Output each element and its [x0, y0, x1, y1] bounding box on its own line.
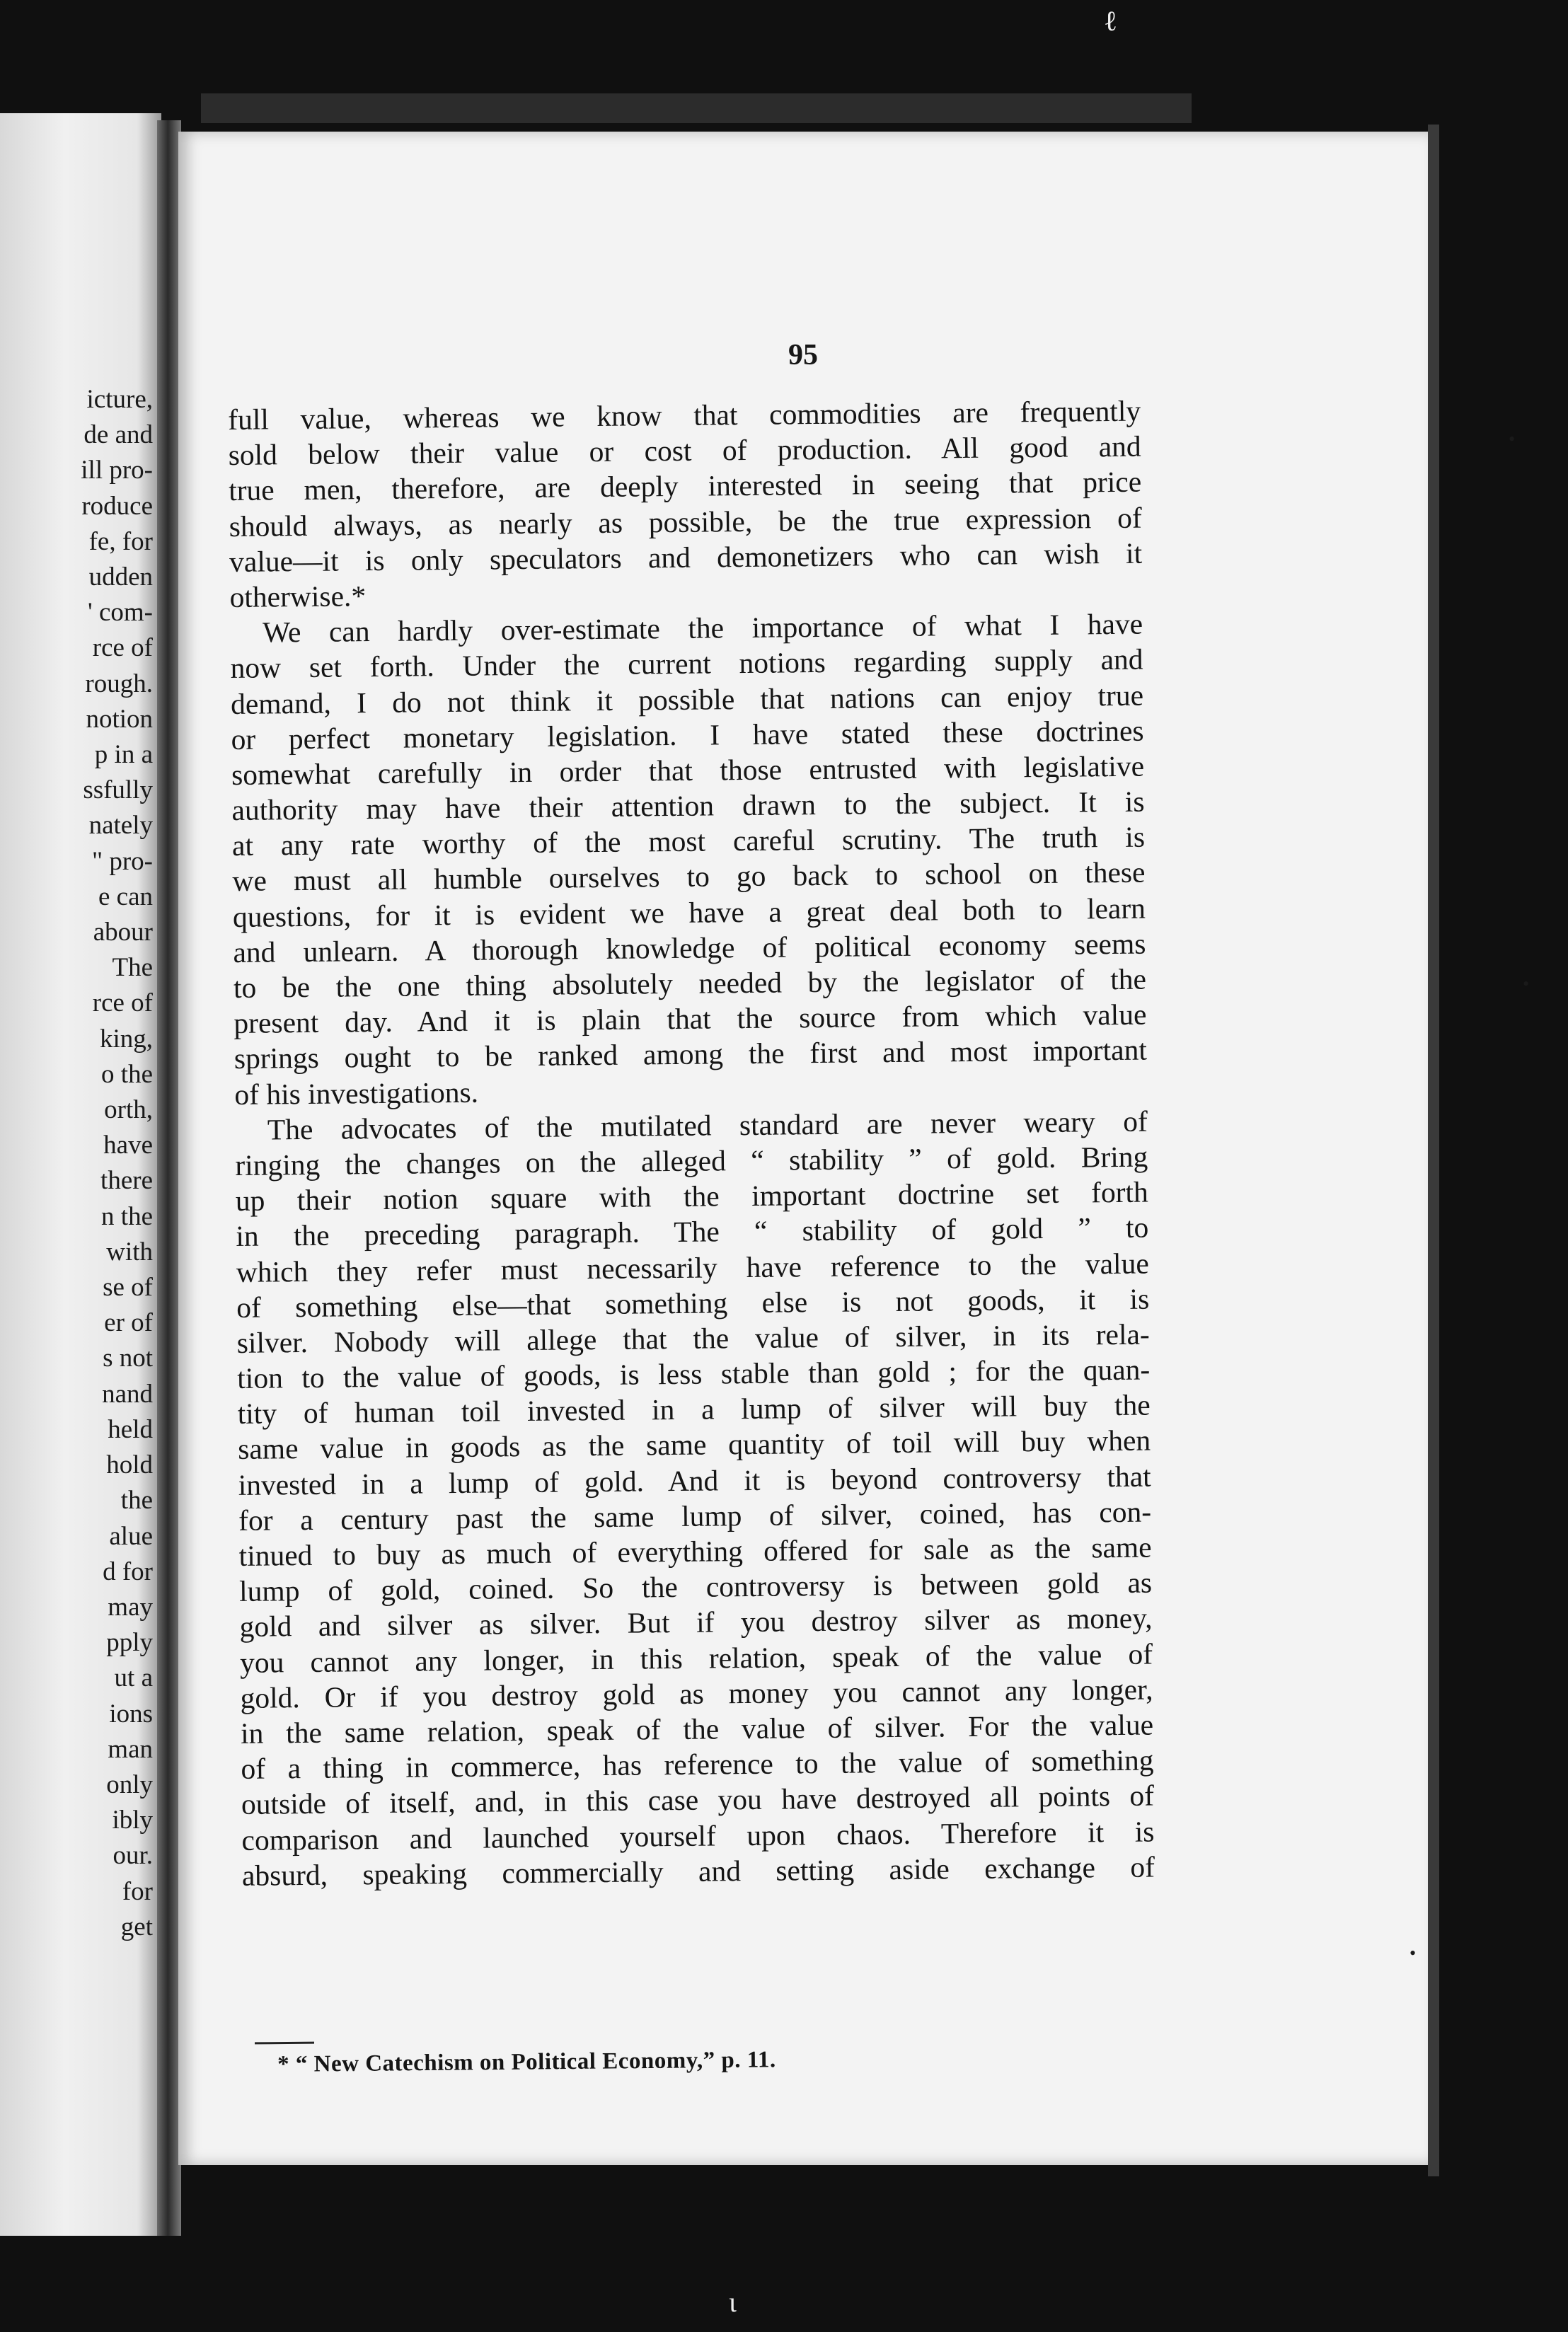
text-line: present day. And it is plain that the source from which value: [234, 998, 1147, 1040]
text-line: of his investigations.: [234, 1075, 479, 1111]
previous-page-line: e can: [98, 882, 153, 911]
text-line: ringing the changes on the alleged “ stability ” of gold. Bring: [235, 1140, 1148, 1182]
footnote: * “ New Catechism on Political Economy,” p. 11.: [277, 2047, 776, 2077]
previous-page-line: se of: [103, 1273, 153, 1303]
page-stack-edge: [201, 93, 1192, 123]
previous-page-line: The: [112, 953, 153, 983]
previous-page-line: get: [120, 1912, 153, 1941]
previous-page-line: icture,: [86, 385, 153, 414]
previous-page-line: ibly: [112, 1806, 153, 1835]
text-line: tinued to buy as much of everything offered for sale as the same: [238, 1530, 1152, 1572]
previous-page-line: our.: [113, 1841, 153, 1871]
previous-page: [0, 113, 161, 2236]
previous-page-line: d for: [103, 1557, 153, 1586]
previous-page-line: king,: [99, 1024, 153, 1054]
previous-page-line: there: [100, 1166, 153, 1196]
text-line: and unlearn. A thorough knowledge of political economy seems: [233, 927, 1146, 969]
text-line: tion to the value of goods, is less stable than gold ; for the quan-: [237, 1353, 1151, 1395]
previous-page-text: [0, 382, 153, 1945]
text-line: silver. Nobody will allege that the value of silver, in its rela-: [236, 1317, 1150, 1359]
previous-page-line: o the: [101, 1059, 153, 1089]
text-line: tity of human toil invested in a lump of silver will buy the: [237, 1388, 1151, 1431]
text-line: in the same relation, speak of the value of silver. For the value: [240, 1708, 1154, 1750]
text-line: demand, I do not think it possible that nations can enjoy true: [230, 679, 1144, 720]
previous-page-line: roduce: [81, 491, 153, 521]
page-stack-right-edge: [1428, 125, 1439, 2176]
text-line: absurd, speaking commercially and setting aside exchange of: [241, 1850, 1155, 1892]
text-line: outside of itself, and, in this case you have destroyed all points of: [241, 1779, 1155, 1821]
dust-speck: •: [1509, 429, 1516, 449]
previous-page-line: ions: [109, 1699, 153, 1728]
text-line: true men, therefore, are deeply interested in seeing that price: [228, 465, 1142, 507]
previous-page-line: abour: [93, 918, 153, 947]
text-line: which they refer must necessarily have reference to the value: [236, 1247, 1149, 1288]
text-line: or perfect monetary legislation. I have stated these doctrines: [231, 714, 1144, 756]
text-line: comparison and launched yourself upon chaos. Therefore it is: [241, 1815, 1155, 1857]
text-line: of a thing in commerce, has reference to the value of something: [241, 1743, 1154, 1786]
text-line: should always, as nearly as possible, be the true expression of: [229, 501, 1142, 543]
book-page: [178, 132, 1530, 2165]
text-line: at any rate worthy of the most careful scrutiny. The truth is: [231, 820, 1146, 862]
previous-page-line: pply: [106, 1628, 153, 1658]
film-mark: ι: [729, 2286, 737, 2318]
previous-page-line: ' com-: [88, 598, 153, 628]
previous-page-line: n the: [101, 1201, 153, 1231]
text-line: otherwise.*: [229, 579, 367, 613]
previous-page-line: rough.: [85, 669, 153, 698]
text-line: of something else—that something else is not goods, it is: [236, 1282, 1150, 1324]
previous-page-line: er of: [104, 1308, 153, 1338]
body-text: [228, 393, 1155, 1893]
text-line: you cannot any longer, in this relation, speak of the value of: [239, 1637, 1153, 1679]
page-number: 95: [788, 339, 818, 371]
text-line: full value, whereas we know that commodities are frequently: [228, 394, 1141, 436]
previous-page-line: udden: [88, 562, 153, 592]
dust-speck: •: [1410, 1943, 1417, 1963]
previous-page-line: ut a: [114, 1663, 153, 1693]
previous-page-line: with: [106, 1237, 153, 1266]
previous-page-line: ill pro-: [81, 456, 153, 485]
text-line: in the preceding paragraph. The “ stability of gold ” to: [236, 1211, 1149, 1253]
text-line: The advocates of the mutilated standard are never weary of: [267, 1104, 1148, 1146]
previous-page-line: man: [108, 1734, 153, 1764]
text-line: to be the one thing absolutely needed by the legislator of the: [233, 962, 1147, 1004]
footnote-rule: [255, 2042, 314, 2045]
dust-speck: •: [1523, 974, 1530, 994]
text-line: now set forth. Under the current notions regarding supply and: [230, 642, 1143, 685]
text-line: sold below their value or cost of production. All good and: [228, 429, 1141, 472]
previous-page-line: fe, for: [88, 526, 153, 556]
previous-page-line: " pro-: [92, 846, 153, 876]
film-mark: ℓ: [1104, 5, 1118, 37]
previous-page-line: alue: [109, 1521, 153, 1551]
text-line: up their notion square with the important doctrine set forth: [235, 1175, 1148, 1218]
text-line: somewhat carefully in order that those entrusted with legislative: [231, 749, 1145, 791]
previous-page-line: orth,: [104, 1095, 153, 1125]
previous-page-line: p in a: [94, 740, 153, 770]
text-line: invested in a lump of gold. And it is beyond controversy that: [238, 1460, 1151, 1501]
previous-page-line: notion: [86, 704, 153, 734]
text-line: we must all humble ourselves to go back to school on these: [232, 856, 1146, 898]
previous-page-line: may: [108, 1592, 153, 1622]
text-line: gold and silver as silver. But if you destroy silver as money,: [239, 1601, 1153, 1644]
text-line: lump of gold, coined. So the controversy is between gold as: [238, 1566, 1153, 1608]
previous-page-line: only: [106, 1770, 153, 1799]
previous-page-line: for: [122, 1876, 153, 1906]
previous-page-line: have: [103, 1131, 153, 1160]
text-line: questions, for it is evident we have a great deal both to learn: [232, 891, 1146, 933]
text-line: gold. Or if you destroy gold as money you cannot any longer,: [240, 1673, 1153, 1714]
previous-page-line: rce of: [92, 988, 153, 1018]
previous-page-line: nand: [102, 1379, 153, 1409]
text-line: same value in goods as the same quantity of toil will buy when: [237, 1424, 1151, 1466]
text-line: authority may have their attention drawn to the subject. It is: [231, 785, 1145, 827]
text-line: for a century past the same lump of silver, coined, has con-: [238, 1495, 1152, 1537]
previous-page-line: held: [108, 1414, 153, 1444]
previous-page-line: the: [120, 1486, 153, 1516]
book-gutter: [157, 120, 181, 2236]
text-line: We can hardly over-estimate the importance of what I have: [262, 607, 1143, 649]
previous-page-line: hold: [106, 1450, 153, 1480]
text-line: value—it is only speculators and demonetizers who can wish it: [229, 536, 1143, 578]
previous-page-line: ssfully: [83, 775, 153, 805]
previous-page-line: de and: [83, 420, 153, 450]
previous-page-line: s not: [103, 1344, 153, 1373]
previous-page-line: rce of: [92, 633, 153, 663]
previous-page-line: nately: [88, 811, 153, 841]
text-line: springs ought to be ranked among the first and most important: [234, 1033, 1148, 1075]
